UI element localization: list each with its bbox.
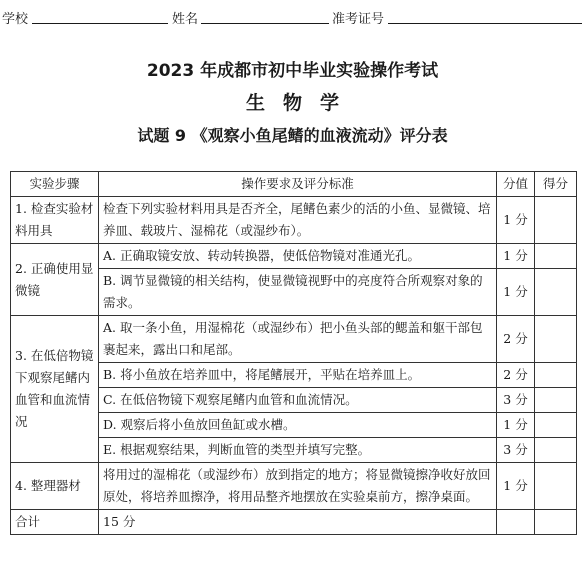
total-value: 15 分: [99, 510, 497, 535]
earned-score-cell[interactable]: [535, 363, 577, 388]
header-earned: 得分: [535, 172, 577, 197]
total-earned-cell[interactable]: [535, 510, 577, 535]
name-blank[interactable]: [201, 23, 329, 24]
table-row: [11, 244, 577, 269]
earned-score-cell[interactable]: [535, 269, 577, 316]
header-requirements: 操作要求及评分标准: [99, 172, 497, 197]
requirement-cell: E. 根据观察结果，判断血管的类型并填写完整。: [99, 438, 497, 463]
earned-score-cell[interactable]: [535, 316, 577, 363]
requirement-cell: 将用过的湿棉花（或湿纱布）放到指定的地方；将显微镜擦净收好放回原处，将培养皿擦净，将用品整齐地摆放在实验桌前方，擦净桌面。: [99, 463, 497, 510]
earned-score-cell[interactable]: [535, 388, 577, 413]
earned-score-cell[interactable]: [535, 244, 577, 269]
school-blank[interactable]: [32, 23, 168, 24]
table-row: [11, 197, 577, 244]
requirement-cell: B. 将小鱼放在培养皿中，将尾鳍展开，平贴在培养皿上。: [99, 363, 497, 388]
table-header-row: [11, 172, 577, 197]
score-value-cell: 2 分: [497, 316, 535, 363]
exam-title: 2023 年成都市初中毕业实验操作考试: [146, 61, 439, 81]
score-value-cell: 1 分: [497, 244, 535, 269]
earned-score-cell[interactable]: [535, 197, 577, 244]
score-value-cell: 3 分: [497, 388, 535, 413]
score-value-cell: 3 分: [497, 438, 535, 463]
earned-score-cell[interactable]: [535, 463, 577, 510]
earned-score-cell[interactable]: [535, 438, 577, 463]
requirement-cell: B. 调节显微镜的相关结构，使显微镜视野中的亮度符合所观察对象的需求。: [99, 269, 497, 316]
requirement-cell: C. 在低倍物镜下观察尾鳍内血管和血流情况。: [99, 388, 497, 413]
requirement-cell: A. 正确取镜安放、转动转换器，使低倍物镜对准通光孔。: [99, 244, 497, 269]
table-row: [11, 316, 577, 363]
score-value-cell: 1 分: [497, 463, 535, 510]
total-label: 合计: [11, 510, 99, 535]
subject-title: 生物学: [245, 92, 357, 114]
score-value-cell: 1 分: [497, 269, 535, 316]
step-cell: 1. 检查实验材料用具: [11, 197, 99, 244]
score-value-cell: 2 分: [497, 363, 535, 388]
question-title: 试题 9 《观察小鱼尾鳍的血液流动》评分表: [137, 126, 448, 145]
exam-number-label: 准考证号: [332, 12, 385, 27]
school-label: 学校: [2, 12, 29, 27]
requirement-cell: 检查下列实验材料用具是否齐全，尾鳍色素少的活的小鱼、显微镜、培养皿、载玻片、湿棉花（或湿纱布）。: [99, 197, 497, 244]
total-row: [11, 510, 577, 535]
earned-score-cell[interactable]: [535, 413, 577, 438]
step-cell: 3. 在低倍物镜下观察尾鳍内血管和血流情况: [11, 316, 99, 463]
header-score: 分值: [497, 172, 535, 197]
score-value-cell: 1 分: [497, 197, 535, 244]
score-value-cell: 1 分: [497, 413, 535, 438]
requirement-cell: A. 取一条小鱼，用湿棉花（或湿纱布）把小鱼头部的鳃盖和躯干部包裹起来，露出口和尾部。: [99, 316, 497, 363]
exam-number-blank[interactable]: [388, 23, 582, 24]
requirement-cell: D. 观察后将小鱼放回鱼缸或水槽。: [99, 413, 497, 438]
step-cell: 2. 正确使用显微镜: [11, 244, 99, 316]
total-score-value-cell: [497, 510, 535, 535]
name-label: 姓名: [172, 12, 199, 27]
header-info-line: [2, 8, 582, 28]
scoring-table: [10, 171, 577, 535]
step-cell: 4. 整理器材: [11, 463, 99, 510]
header-step: 实验步骤: [11, 172, 99, 197]
table-row: [11, 463, 577, 510]
